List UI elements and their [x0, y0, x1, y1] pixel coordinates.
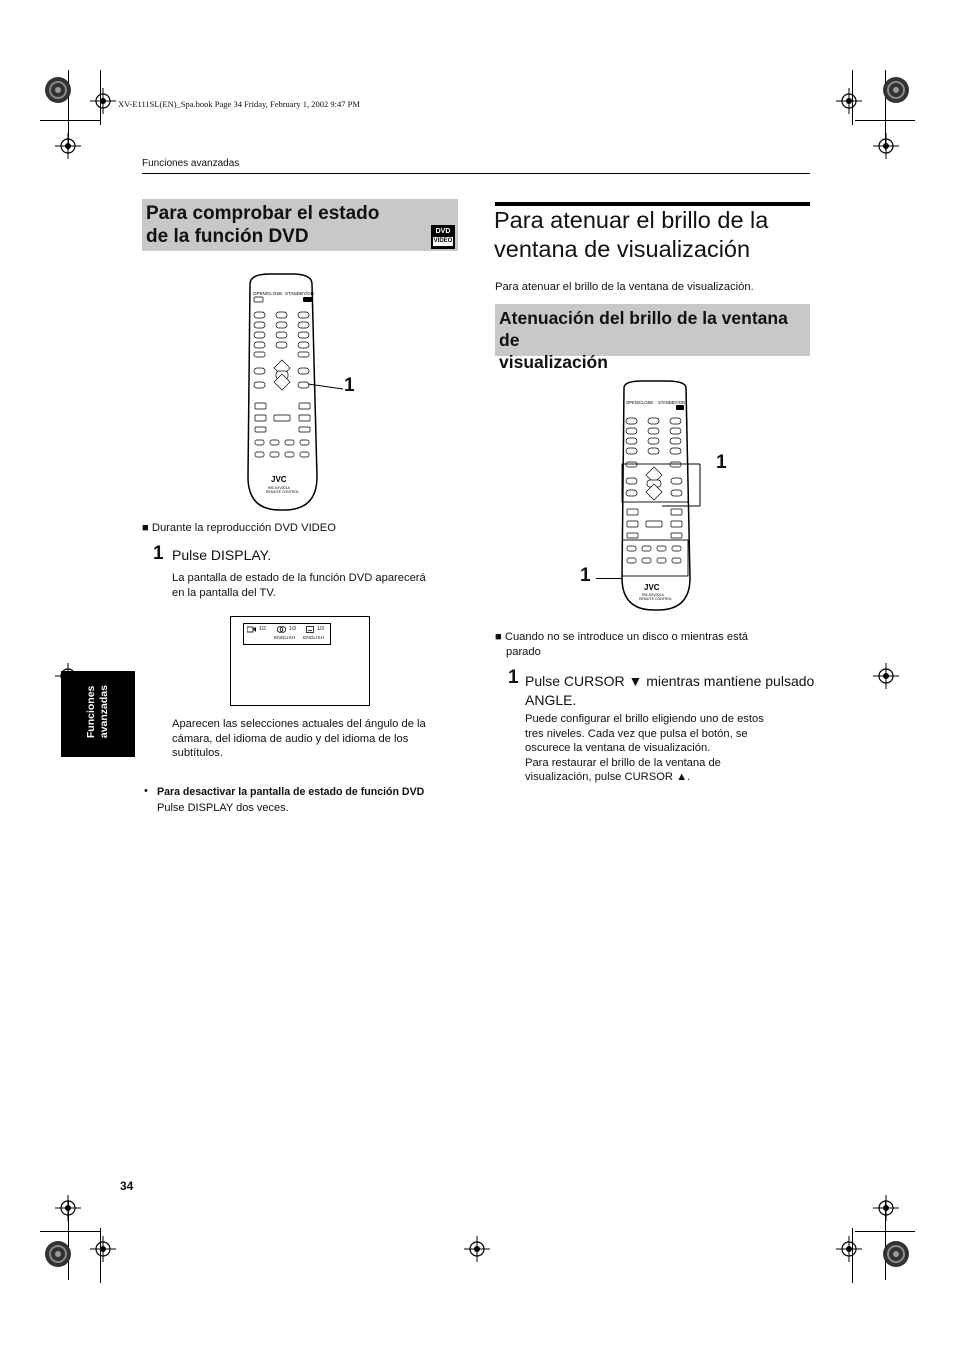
right-description: Puede configurar el brillo eligiendo uno de estos tres niveles. Cada vez que pulsa el botón, se oscurece la ventana de visualización. Para restaurar el brillo de la ventana de visualización, pulse CURSOR ▲.	[525, 713, 764, 783]
file-info: XV-E111SL(EN)_Spa.book Page 34 Friday, February 1, 2002 9:47 PM	[118, 99, 360, 109]
camera-angle-icon	[247, 626, 256, 633]
svg-text:STANDBY/ON: STANDBY/ON	[658, 400, 685, 405]
registration-mark-icon	[90, 88, 116, 114]
tv-screen	[230, 616, 370, 706]
right-callout-2: 1	[580, 565, 591, 586]
registration-mark-icon	[90, 1236, 116, 1262]
dvd-video-badge: DVD VIDEO	[431, 225, 455, 249]
right-callout-1: 1	[716, 452, 727, 473]
left-callout-number: 1	[344, 375, 355, 396]
svg-text:RM-SXV001A: RM-SXV001A	[268, 486, 290, 490]
svg-text:RM-SXV001A: RM-SXV001A	[642, 593, 664, 597]
svg-text:REMOTE CONTROL: REMOTE CONTROL	[639, 597, 673, 601]
callout-line	[596, 578, 622, 579]
color-target-icon	[44, 76, 72, 104]
page-number: 34	[120, 1179, 134, 1193]
color-target-icon	[44, 1240, 72, 1268]
jvc-logo: JVC	[271, 475, 287, 484]
color-target-icon	[882, 76, 910, 104]
left-step-text: Pulse DISPLAY.	[172, 547, 272, 563]
open-close-label: OPEN/CLOSE	[253, 291, 283, 296]
bullet-title: Para desactivar la pantalla de estado de función DVD	[157, 786, 425, 798]
right-subtitle-box	[495, 304, 810, 372]
left-title: Para comprobar el estado de la función DVD	[146, 203, 380, 247]
remote-control-illustration	[614, 378, 714, 618]
left-step-number: 1	[153, 543, 164, 564]
registration-mark-icon	[55, 1195, 81, 1221]
left-step-description: La pantalla de estado de la función DVD aparecerá en la pantalla del TV.	[172, 572, 426, 599]
bullet-dot: •	[144, 785, 148, 797]
color-target-icon	[882, 1240, 910, 1268]
registration-mark-icon	[55, 133, 81, 159]
subtitle-icon	[306, 626, 314, 633]
right-step-text: Pulse CURSOR ▼ mientras mantiene pulsado ANGLE.	[525, 673, 815, 708]
left-after-description: Aparecen las selecciones actuales del ángulo de la cámara, del idioma de audio y del idioma de los subtítulos.	[172, 718, 426, 759]
registration-mark-icon	[873, 663, 899, 689]
status-display: 1/2 1/3 1/3 ENGLISH ENGLISH	[243, 623, 331, 645]
left-condition: ■ Durante la reproducción DVD VIDEO	[142, 522, 336, 534]
registration-mark-icon	[873, 1195, 899, 1221]
right-condition: ■ Cuando no se introduce un disco o mientras está parado	[495, 631, 749, 658]
standby-label: STANDBY/ON	[285, 291, 314, 296]
registration-mark-icon	[836, 88, 862, 114]
registration-mark-icon	[464, 1236, 490, 1262]
bullet-text: Pulse DISPLAY dos veces.	[157, 802, 289, 814]
svg-text:OPEN/CLOSE: OPEN/CLOSE	[626, 400, 654, 405]
right-title: Para atenuar el brillo de la ventana de visualización	[494, 207, 769, 262]
side-tab: Funciones avanzadas	[61, 671, 135, 757]
header-rule	[142, 173, 810, 174]
svg-text:JVC: JVC	[644, 583, 660, 592]
right-subtitle: Atenuación del brillo de la ventana de visualización	[499, 308, 788, 372]
svg-text:REMOTE CONTROL: REMOTE CONTROL	[266, 490, 300, 494]
left-title-box	[142, 199, 458, 251]
section-label: Funciones avanzadas	[142, 158, 240, 169]
right-step-number: 1	[508, 667, 519, 688]
registration-mark-icon	[873, 133, 899, 159]
audio-icon	[277, 626, 286, 633]
registration-mark-icon	[836, 1236, 862, 1262]
right-intro: Para atenuar el brillo de la ventana de visualización.	[495, 281, 754, 293]
